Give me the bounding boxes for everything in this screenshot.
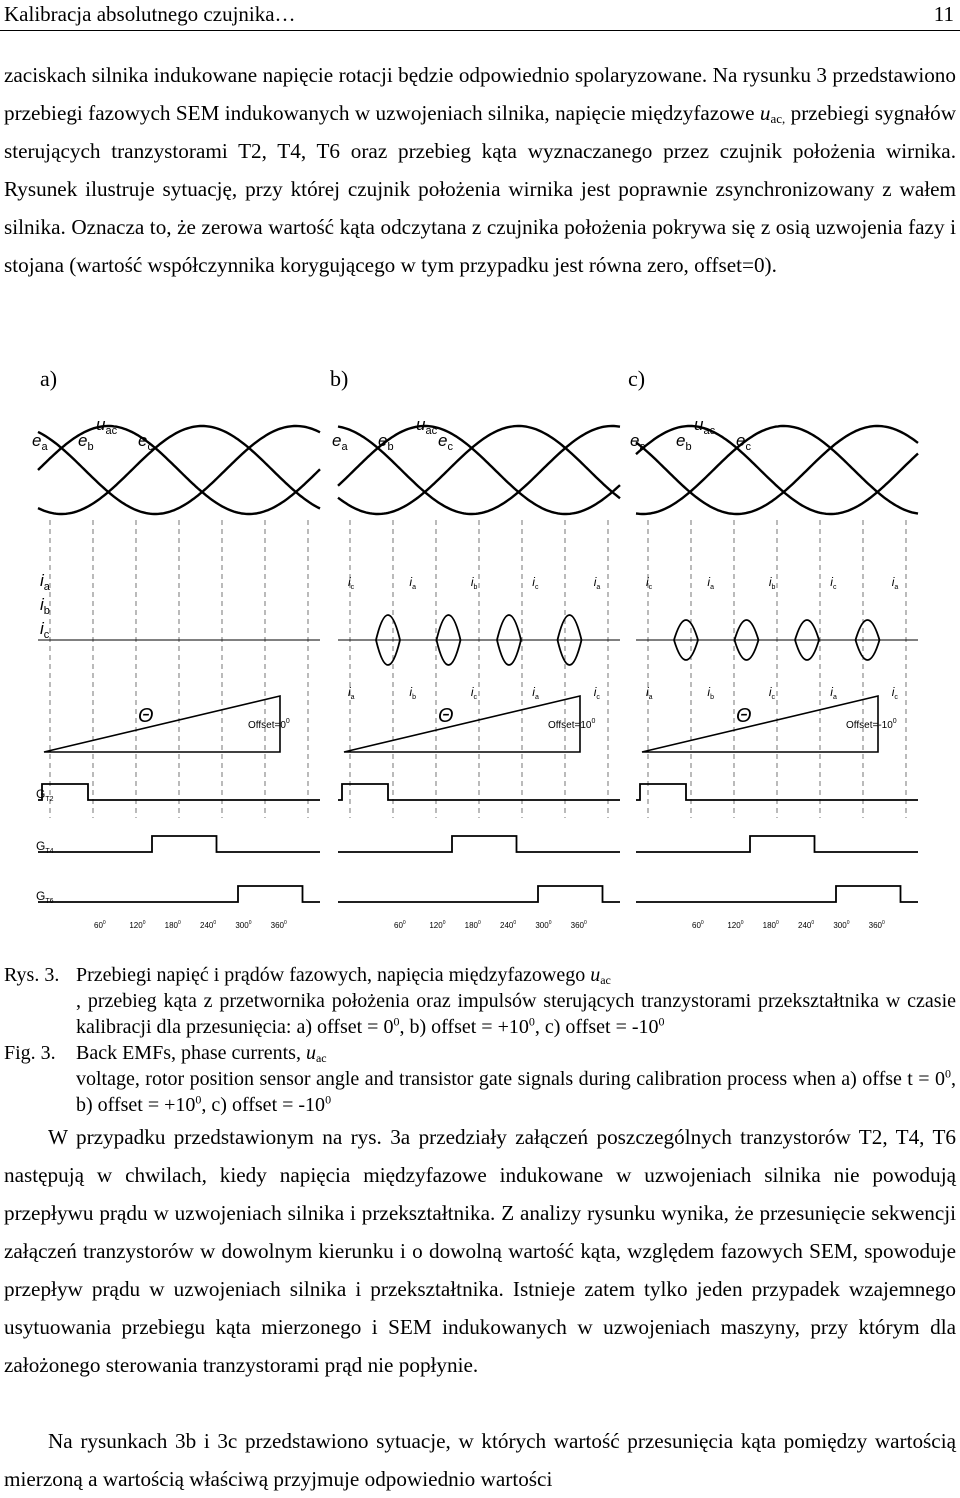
theta-ramp [344,696,580,752]
angle-tick: $240^0$ [200,920,217,930]
current-tag: $i_c$ [348,575,355,591]
angle-tick: $120^0$ [129,920,146,930]
theta-label: Θ [138,705,154,727]
current-tag: $i_c$ [768,685,776,701]
angle-tick: $300^0$ [235,920,252,930]
page-header [0,0,960,30]
angle-tick: $360^0$ [868,920,885,930]
angle-tick: $240^0$ [798,920,815,930]
emf-label-a: $e_a$ [332,431,348,453]
theta-label: Θ [736,705,752,727]
angle-tick: $180^0$ [762,920,779,930]
angle-tick: $60^0$ [692,920,704,930]
current-tag: $i_a$ [348,685,355,701]
panel-label-c: c) [628,366,646,391]
gate-label: $G_{T6}$ [36,889,54,905]
current-label-b: $i_b$ [40,595,50,617]
current-tag: $i_c$ [830,575,837,591]
current-tag: $i_a$ [532,685,539,701]
current-tag: $i_b$ [707,685,715,701]
emf-label-a: $e_a$ [630,431,646,453]
uac-label: $u_{ac}$ [694,415,716,437]
page-number: 11 [933,2,954,26]
gate-signal [38,886,320,902]
current-tag: $i_a$ [830,685,837,701]
gate-signal [338,836,620,852]
paragraph-intro: zaciskach silnika indukowane napięcie rotacji będzie odpowiednio spolaryzowane. Na rysunku 3 przedstawiono przebiegi fazowych SEM indukowanych w uzwojeniach silnika, napięcie międzyfazowe $u_{ac,}$ przebiegi sygnałów sterujących tranzystorami T2, T4, T6 oraz przebieg kąta wyznaczanego przez czujnik położenia wirnika. Rysunek ilustruje sytuację, przy której czujnik położenia wirnika jest poprawnie zsynchronizowany z wałem silnika. Oznacza to, że zerowa wartość kąta odczytana z czujnika położenia pokrywa się z osią uzwojenia fazy i stojana (wartość współczynnika korygującego w tym przypadku jest równa zero, offset=0). [4,63,956,277]
emf-label-c: $e_c$ [736,431,751,453]
emf-label-a: $e_a$ [32,431,48,453]
angle-tick: $180^0$ [164,920,181,930]
gate-signal [636,836,918,852]
current-tag: $i_a$ [707,575,715,591]
angle-tick: $120^0$ [429,920,446,930]
gate-signal [38,836,320,852]
caption-english: Fig. 3. Back EMFs, phase currents, $u_{ac}$ [4,1042,327,1065]
emf-label-b: $e_b$ [676,431,692,453]
current-label-a: $i_a$ [40,571,50,593]
theta-ramp [642,696,878,752]
current-tag: $i_c$ [646,575,653,591]
angle-tick: $60^0$ [394,920,406,930]
uac-label: $u_{ac}$ [416,415,438,437]
angle-tick: $360^0$ [270,920,287,930]
angle-tick: $300^0$ [535,920,552,930]
current-tag: $i_c$ [593,685,600,701]
current-tag: $i_b$ [768,575,776,591]
current-tag: $i_a$ [593,575,601,591]
running-title: Kalibracja absolutnego czujnika… [4,2,296,26]
emf-label-b: $e_b$ [78,431,94,453]
uac-label: $u_{ac}$ [96,415,118,437]
theta-label: Θ [438,705,454,727]
current-tag: $i_c$ [532,575,539,591]
emf-label-c: $e_c$ [138,431,153,453]
figure-caption: Rys. 3. Przebiegi napięć i prądów fazowych, napięcia międzyfazowego $u_{ac}$ , przebieg kąta z przetwornika położenia oraz impulsów sterujących tranzystorami przekształtnika w czasie kalibracji dla przesunięcia: a) offset = $0^0$, b) offset = $+10^0$, c) offset = $-10^0$ Fig. 3. Back EMFs, phase currents, $u_{ac}$ voltage, rotor position sensor angle and transistor gate signals during calibration process when a) offse $t = 0^0$, b) offset = $+10^0$, c) offset = $-10^0$ [4,964,956,1116]
gate-signal [338,886,620,902]
angle-tick: $360^0$ [570,920,587,930]
current-label-c: $i_c$ [40,619,50,641]
caption-polish: Rys. 3. Przebiegi napięć i prądów fazowych, napięcia międzyfazowego $u_{ac}$ [4,964,611,987]
gate-signal [636,886,918,902]
current-tag: $i_a$ [409,575,417,591]
current-tag: $i_b$ [470,575,478,591]
header-rule [0,30,960,31]
current-tag: $i_c$ [891,685,898,701]
angle-tick: $60^0$ [94,920,106,930]
offset-label: $Offset=0^0$ [248,718,290,731]
angle-tick: $300^0$ [833,920,850,930]
current-tag: $i_b$ [409,685,417,701]
current-tag: $i_a$ [891,575,899,591]
theta-ramp [44,696,280,752]
angle-tick: $120^0$ [727,920,744,930]
offset-label: $Offset=10^0$ [548,718,596,731]
paragraph-analysis: W przypadku przedstawionym na rys. 3a przedziały załączeń poszczególnych tranzystorów T2, T4, T6 następują w chwilach, kiedy napięcia międzyfazowe indukowane w uzwojeniach silnika nie powodują przepływu prądu w uzwojeniach silnika i przekształtnika. Z analizy rysunku wynika, że przesunięcie sekwencji załączeń tranzystorów w dowolnym kierunku i o dowolną wartość kąta, względem fazowych SEM, spowoduje przepływ prądu w uzwojeniach silnika i przekształtnika. Istnieje zatem tylko jeden przypadek wzajemnego usytuowania przebiegu kąta mierzonego i SEM indukowanych w uzwojeniach maszyny, przy którym dla założonego sterowania tranzystorami prąd nie popłynie. [4,1125,956,1377]
angle-tick: $240^0$ [500,920,517,930]
current-tag: $i_a$ [646,685,653,701]
panel-label-b: b) [330,366,349,391]
emf-label-c: $e_c$ [438,431,453,453]
angle-tick: $180^0$ [464,920,481,930]
figure-3 [0,400,960,940]
current-tag: $i_c$ [470,685,478,701]
panel-label-a: a) [40,366,58,391]
gate-label: $G_{T2}$ [36,787,54,803]
offset-label: $Offset=-10^0$ [846,718,897,731]
paragraph-next: Na rysunkach 3b i 3c przedstawiono sytuacje, w których wartość przesunięcia kąta pomiędzy wartością mierzoną a wartością właściwą przyjmuje odpowiednio wartości [4,1429,956,1491]
emf-label-b: $e_b$ [378,431,394,453]
gate-label: $G_{T4}$ [36,839,54,855]
